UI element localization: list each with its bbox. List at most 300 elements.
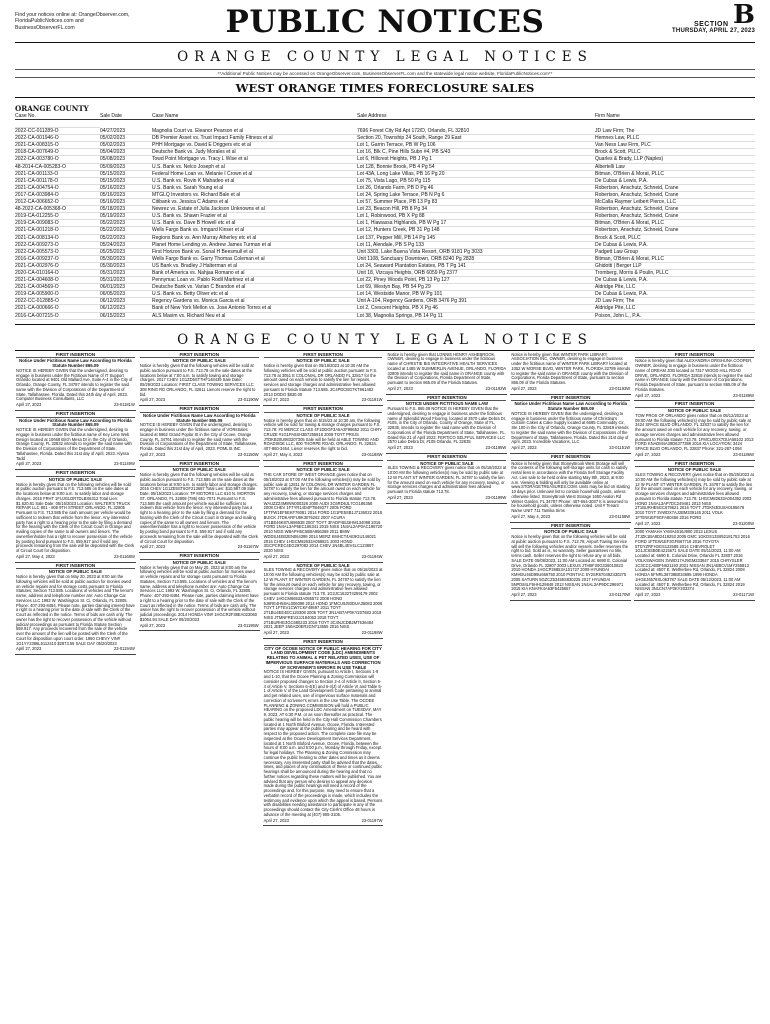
masthead	[15, 0, 755, 43]
case-number: 2021-CA-004608-O	[15, 277, 100, 284]
table-row	[15, 206, 755, 213]
notice-body: Notice is hereby given that on May 20, 2023 at 8:00 am the following vehicles will be sold at public auction for monies owed on vehicle repairs and for storage costs pursuant to Florida Statutes, Section 713.585. Locations of vehicles and The lienor's name, address and telephone number are: Auto Change Car Services LLC 1993 W. Washington St. Ci, Orlando, FL 32805. Phone: 407-293-8484. Please note, parties claiming interest have a right to a hearing prior to the date of sale with the Clerk of the Court as reflected in the notice. Terms of bids are cash only. The owner has the right to recover possession of the vehicle without judicial proceedings as pursuant to Florida Statute Section 559.917. Any proceeds recovered from the sale of the vehicle over the amount of the lien will be posted with the Clerk of the Court for disposition upon court order. 1960 CHEVY VIN# 1G1YY2386L5112410 $2873.58 SALE DAY 05/20/2023	[16, 574, 135, 646]
notice-title: NOTICE OF PUBLIC SALE	[420, 460, 474, 466]
foreclosure-title: WEST ORANGE TIMES FORECLOSURE SALES	[15, 78, 755, 98]
sale-date: 05/02/2023	[100, 142, 152, 149]
notice-code: 23-01149W	[113, 461, 135, 467]
notice-title: Notice Under Fictitious Name Law According to Florida Statute Number 865.09	[19, 417, 132, 428]
legal-notice	[386, 454, 507, 504]
sale-date: 05/08/2023	[100, 156, 152, 163]
notice-code: 23-01150W	[237, 451, 259, 457]
firm-name: Robertson, Anschutz, Schneid, Crane	[595, 184, 755, 191]
notice-footer	[511, 515, 630, 520]
notice-code: 23-01190W	[237, 397, 259, 403]
firm-name: Bitman, O'Brien & Morat, PLLC	[595, 220, 755, 227]
sale-address: Section 20, Township 24 South, Range 29 East	[357, 135, 595, 142]
sale-date: 05/15/2023	[100, 170, 152, 177]
notice-title: NOTICE OF PUBLIC SALE	[296, 412, 350, 418]
case-number: 2019-CA-009083-O	[15, 220, 100, 227]
publication-dates: April 27, 2023	[139, 451, 166, 457]
page-title: PUBLIC NOTICES	[225, 4, 545, 40]
firm-name: JD Law Firm; The	[595, 298, 755, 305]
publication-dates: April 27, 2023	[635, 520, 661, 526]
legal-notice	[510, 352, 631, 395]
case-number: 2022-CA-005573-O	[15, 248, 100, 255]
insertion-header: FIRST INSERTION	[511, 524, 630, 530]
case-name: PHH Mortgage vs. David E Driggers etc et al	[152, 142, 357, 149]
publication-dates: April 27, 2023	[387, 445, 413, 451]
publication-dates: April 27, 2023	[387, 385, 413, 391]
notice-title: NOTICE OF PUBLIC SALE	[172, 559, 226, 565]
notice-code: 23-01199W	[485, 494, 507, 500]
firm-name: De Cubas & Lewis, P.A.	[595, 241, 755, 248]
case-name: Bank of New York Mellon vs. Jose Antonio Torres et al	[152, 305, 357, 312]
legal-notice	[263, 639, 384, 827]
case-name: Bank of America vs. Nahjaa Romano et al	[152, 269, 357, 276]
notice-code: 23-01167W	[237, 544, 259, 550]
table-row	[15, 156, 755, 163]
notice-footer	[16, 555, 135, 560]
publication-dates: April 27, 2023	[511, 445, 537, 451]
insertion-header: FIRST INSERTION	[635, 462, 754, 468]
publication-dates: April 27, 2023	[263, 630, 289, 636]
legal-notice	[15, 563, 136, 656]
sale-address: Lot 16, Blk C, Pine Hills Subn #4, PB S/43	[357, 149, 595, 156]
case-number: 2017-CA-003984-O	[15, 191, 100, 198]
notice-body: Notice is hereby given that ALEXANDRIA DRISHUNA COOPER, OWNER, desiring to engage in business under the fictitious name of DREAM JOB located at 7317 WOOD HILL ROAD DRIVE, ORLANDO, FLORIDA 32818 intends to register the said name in ORANGE county with the Division of Corporations, Florida Department of State, pursuant to section 865.09 of the Florida Statutes.	[635, 358, 753, 392]
notice-footer	[16, 647, 135, 652]
notice-footer	[16, 403, 135, 408]
disclaimer: **Additional Public Notices may be accessed on OrangeObserver.com, BusinessObserverFL.com and the statewide legal notice website, FloridaPublicNotices.com**	[15, 69, 755, 78]
notice-code: 23-01168W	[113, 553, 135, 559]
insertion-header: FIRST INSERTION	[635, 353, 754, 359]
col-header-firm: Firm Name	[595, 113, 755, 120]
table-row	[15, 191, 755, 198]
sale-address: Lot 43A, Long Lake Villas, PB 16 Pg 20	[357, 170, 595, 177]
table-row	[15, 277, 755, 284]
case-name: Citibank vs. Jessica C Adams et al	[152, 199, 357, 206]
sale-date: 05/19/2023	[100, 213, 152, 220]
notice-title: Notice Under Fictitious Name Law According to Florida Statute Number 865.09	[19, 358, 132, 369]
notice-code: 23-01192W	[485, 385, 507, 391]
sale-address: Unit 1108, Sanctuary Downtown, ORB 8240 Pg 2828	[357, 255, 595, 262]
case-number: 2021-CA-001133-O	[15, 170, 100, 177]
sale-date: 05/31/2023	[100, 277, 152, 284]
table-row	[15, 199, 755, 206]
case-number: 2020-CA-010164-O	[15, 269, 100, 276]
table-row	[15, 128, 755, 135]
insertion-header: FIRST INSERTION	[264, 407, 383, 413]
online-line: BusinessObserverFL.com	[15, 24, 75, 31]
case-name: First Horizon Bank vs. Sonal H Beesmull et al	[152, 248, 357, 255]
notice-footer	[635, 522, 754, 527]
notice-body: Pursuant to F.S. 865.09 NOTICE IS HEREBY GIVEN that the undersigned, desiring to engage in business under the fictitious name of Splendid Wood Flooring, located at 2570 Lake Debra Dr, #105, in the City of Orlando, County of Orange, State of FL, 32835, intends to register the said name with the Division of Corporations of the Florida Department of State, Tallahassee, FL. Dated this 21 of April 2023. FERTICO SELFFUL SERVICES LLC 2570 Lake Debra Dr, #105 Orlando, FL 32835	[387, 406, 506, 445]
case-number: 48-2014-CA-005283-O	[15, 163, 100, 170]
sale-address: Lot 38, Magnolia Springs, PB 14 Pg 11	[357, 312, 595, 319]
case-name: Newrez vs. Estate of Julia Jackson Unknowns et al	[152, 206, 357, 213]
insertion-header: FIRST INSERTION	[264, 640, 383, 646]
sale-date: 06/01/2023	[100, 284, 152, 291]
sale-date: 05/18/2023	[100, 206, 152, 213]
sale-date: 05/24/2023	[100, 241, 152, 248]
table-row	[15, 269, 755, 276]
notice-footer	[511, 593, 630, 598]
sale-address: Lot 128, Bonnie Brook, PB 4 Pg 54	[357, 163, 595, 170]
county-heading: ORANGE COUNTY	[15, 104, 89, 113]
table-row	[15, 135, 755, 142]
sale-date: 05/16/2023	[100, 184, 152, 191]
firm-name: Bitman, O'Brien & Morat, PLLC	[595, 255, 755, 262]
notice-footer	[387, 387, 506, 392]
sale-date: 05/30/2023	[100, 262, 152, 269]
col-header-date: Sale Date	[100, 113, 152, 120]
legal-notice	[510, 454, 631, 523]
publication-dates: April 27, 2023	[139, 397, 166, 403]
firm-name: Padgett Law Group	[595, 248, 755, 255]
table-row	[15, 170, 755, 177]
table-row	[15, 305, 755, 312]
foreclosure-table	[15, 113, 755, 320]
notice-columns	[15, 350, 755, 827]
notice-footer	[264, 555, 383, 560]
insertion-header: FIRST INSERTION	[16, 564, 135, 570]
sale-address: Unit A-104, Regency Gardens, ORB 3476 Pg 391	[357, 298, 595, 305]
notice-body: SLES TOWING & RECOVERY gives notice that on 05/18/2023 at 10:00 AM the following vehicles(s) may be sold by public sale at 12 W PLANT ST WINTER GARDEN, FL 34787 to satisfy the lien for the amount owed on each vehicle for any recovery, towing, or storage services charges and administrative fees allowed pursuant to Florida statute 713.78. 1G2JC1632T4259179 2002 CHEV 1HGCM66533A055572 2008 HOND 5J6RE4H58AL006098 2014 HOND 1FMCU9J93DUA35083 2006 TOYT 1FTEV1CW7CKF49597 2011 TOYT 2T1BU4EE4EC120308 2006 TOYT 3N1AB7AP0KY207683 2019 NISS JTMNFREV2JJ184063 2018 TOYT 2T1BURHE3GC680233 2016 TOYT 3C4NJCDB2MT636484 2021 JEEP 1N6AD0ER2GN713655 2016 NISS	[263, 567, 383, 630]
notice-column	[263, 352, 384, 827]
case-number: 2019-CA-012255-O	[15, 213, 100, 220]
insertion-header: FIRST INSERTION	[140, 407, 259, 413]
notice-footer	[511, 387, 630, 392]
firm-name: De Cubas & Lewis, P.A.	[595, 277, 755, 284]
notice-code: 23-01194W	[361, 553, 383, 559]
sale-date: 05/22/2023	[100, 220, 152, 227]
sale-address: Lot 26, Orlando Farm, PB D Pg 46	[357, 184, 595, 191]
case-number: 2021-CA-008134-O	[15, 234, 100, 241]
legal-notice	[634, 401, 755, 460]
notice-column	[510, 352, 631, 827]
notice-footer	[387, 496, 506, 501]
case-number: 48-2022-CA-005368-O	[15, 206, 100, 213]
notice-footer	[635, 394, 754, 399]
spacer-row	[15, 120, 755, 128]
publication-dates: April 27, May 4, 2023	[511, 513, 550, 519]
notice-column	[15, 352, 136, 827]
notice-code: 23-01188W	[361, 451, 383, 457]
case-number: 2022-CC-011289-O	[15, 128, 100, 135]
legal-notice	[139, 461, 260, 554]
firm-name: De Cubas & Lewis, P.A.	[595, 291, 755, 298]
table-row	[15, 284, 755, 291]
firm-name: Quarles & Brady, LLP (Naples)	[595, 156, 755, 163]
firm-name: De Cubas & Lewis, P.A.	[595, 177, 755, 184]
notice-title: NOTICE OF PUBLIC SALE	[48, 476, 103, 482]
online-line: Find your notices online at: OrangeObserver.com,	[15, 12, 130, 18]
publication-dates: April 27, 2023	[387, 494, 413, 500]
legal-notice	[263, 563, 384, 639]
notice-title: Notice Under Fictitious Name Law According to Florida Statute Number 865.09	[142, 412, 256, 423]
notice-code: 23-01193W	[609, 385, 631, 391]
legal-notice	[634, 352, 755, 402]
notice-body: SLES TOWING & RECOVERY gives notice that on 05/18/2023 at 10:00 AM the following vehicles(s) may be sold by public sale at 12 W PLANT ST WINTER GARDEN, FL 34787 to satisfy the lien for the amount owed on each vehicle for any recovery, towing, or storage services charges and administrative fees allowed pursuant to Florida statute 713.78.	[387, 465, 507, 495]
notice-footer	[140, 398, 259, 403]
notice-title: NOTICE OF PUBLIC SALE	[296, 358, 350, 364]
notice-code: 23-01198W	[361, 630, 383, 636]
table-row	[15, 149, 755, 156]
table-row	[15, 184, 755, 191]
sale-address: 7696 Forest City Rd Apt 172/D, Orlando, FL 32810	[357, 128, 595, 135]
insertion-header: FIRST INSERTION	[511, 455, 630, 461]
case-number: 2022-CA-001946-O	[15, 135, 100, 142]
firm-name: McCalla Raymer Leibert Pierce, LLC	[595, 199, 755, 206]
table-row	[15, 177, 755, 184]
publication-dates: April 27, 2023	[263, 817, 289, 823]
notice-footer	[264, 453, 383, 458]
notice-body: Notice is hereby given that on 05/18/2023 at 10:30 AM the following vehicles will be sold at public auction pursuant to F.S. 713.78 at 3051 E COLONIAL DR ORLANDO FL 32817 for the amount owed on each vehicle to satisfy the lien for repairs, services and storage charges and administrative fees allowed pursuant to Florida Statute 713.585. 3C4PDCBG7KT861482 2013 DODG $830.00	[263, 363, 378, 397]
case-name: Magnolia Court vs. Eleanor Pearson et al	[152, 128, 357, 135]
case-number: 2022-CC-012885-O	[15, 298, 100, 305]
sale-address: Lot 11, Alendale, PB S Pg 133	[357, 241, 595, 248]
sale-date: 05/04/2023	[100, 149, 152, 156]
case-number: 2012-CA-006652-O	[15, 199, 100, 206]
sale-address: Lot 24, Seaward Plantation Estates, PB T Pg 141	[357, 262, 595, 269]
insertion-header: FIRST INSERTION	[140, 353, 259, 359]
table-row	[15, 262, 755, 269]
notice-footer	[511, 446, 630, 451]
sale-date: 05/25/2023	[100, 248, 152, 255]
legal-notice	[139, 406, 260, 461]
sale-date: 05/22/2023	[100, 234, 152, 241]
insertion-header: FIRST INSERTION	[16, 471, 135, 477]
case-number: 2016-CA-007215-O	[15, 312, 100, 319]
sale-address: Lot 1, Hiawassa Highlands, PB W Pg 17	[357, 220, 595, 227]
sale-address: Lot 69, Westyn Bay, PB 54 Pg 29	[357, 284, 595, 291]
legal-notice	[15, 411, 136, 470]
case-name: Pennymac Loan vs. Pablo Rodil Martinez et al	[152, 277, 357, 284]
notice-body: Notice is hereby given that on the following vehicles will be sold at public auction pursuant to F.S. 713.78, Airport Towing Service will sell the following vehicles and/or vessels. Seller reserves the right to bid. Sold as is, no warranty. Seller guarantees no title, terms cash. Seller reserves the right to refuse any or all bids. SALE DATE 05/08/2023, 11:00 AM Located at: 6690 E. Colonial Drive, Orlando FL 32807 2003 LEXUS JTHBF30G336010823 2010 HONDA 1HGCP26853A101727 2009 HYUNDAI KMHDU46D99U666750 2010 PONTIAC 5Y2SR67049Z430275 2005 SATURN 5GZCZ53455S830225 2017 HYUNDAI 5NPD84LF5HH129848 2013 NISSAN 1N4AL3AP9DC296971 2015 KIA KNAFK4A63F5425657	[511, 534, 629, 592]
sale-address: Lot 24, Spring Lake Terrace, PB N Pg 6	[357, 191, 595, 198]
case-number: 2021-CA-001218-O	[15, 227, 100, 234]
col-header-case: Case No.	[15, 113, 100, 120]
sale-address: Lot 75, Vista Lago, PB 50 Pg 115	[357, 177, 595, 184]
sale-date: 05/09/2023	[100, 163, 152, 170]
publication-dates: April 27, 2023	[16, 461, 42, 467]
firm-name: Hemnes Law, PLLC	[595, 135, 755, 142]
notice-code: 23-01191W	[361, 397, 383, 403]
notice-body: Notice is hereby given that the following vehicles will be sold at public auction pursuant to F.S. 713.78 on the sale dates at the locations below at 7:00 a.m. to satisfy towing and storage charges. 2017 CHEV 1G1ZD5ST7HF148439 Sale Date: 05/29/2023 Location: FIRST CLASS TOWING SERVICES LLC 308 RING RD ORLANDO, FL 32811 Lienors reserve the right to bid.	[139, 363, 256, 397]
table-row	[15, 234, 755, 241]
legal-notice	[263, 406, 384, 461]
notice-title: NOTICE OF PUBLIC SALE	[667, 408, 722, 414]
notice-body: SLES TOWING & RECOVERY gives notice that on 05/25/2023 at 10:00 AM the following vehicles(s) may be sold by public sale at 12 W PLANT ST WINTER GARDEN, FL 34787 to satisfy the lien for the amount owed on each vehicle for any recovery, towing, or storage services charges and administrative fees allowed pursuant to Florida statute 713.78. 1HGCM82633A004352 2003 HOND 1N4AL3AP7DC249461 2013 NISS 2T1BURHE5GC679621 2016 TOYT JTDKN3DU8A0195678 2010 TOYT 3VWDX7AJ2BM339145 2011 VOLK 1FTEW1EF9GFA80456 2016 FORD	[635, 472, 754, 520]
notice-code: 23-01158W	[609, 513, 631, 519]
sale-date: 05/16/2023	[100, 199, 152, 206]
publication-dates: April 27, 2023	[139, 622, 166, 628]
col-header-address: Sale Address	[357, 113, 595, 120]
legal-notice	[634, 529, 755, 601]
legal-notice	[263, 352, 384, 407]
notice-footer	[264, 819, 383, 824]
firm-name: Ghidotti | Berger LLP	[595, 262, 755, 269]
notice-column	[139, 352, 260, 827]
notice-footer	[16, 462, 135, 467]
sale-date: 05/15/2023	[100, 177, 152, 184]
table-row	[15, 163, 755, 170]
sale-date: 06/12/2023	[100, 305, 152, 312]
sale-date: 05/16/2023	[100, 191, 152, 198]
firm-name: Robertson, Anschutz, Schneid, Crane	[595, 227, 755, 234]
notice-code: 23-01171W	[733, 592, 754, 598]
table-row	[15, 220, 755, 227]
section-letter: B	[733, 0, 755, 30]
legal-notice	[263, 461, 384, 563]
notice-footer	[635, 593, 754, 598]
firm-name: Tromberg, Morris & Poulin, PLLC	[595, 269, 755, 276]
table-row	[15, 213, 755, 220]
notice-title: NOTICE OF PUBLIC SALE	[667, 467, 722, 473]
case-number: 2021-CA-000666-O	[15, 305, 100, 312]
case-name: Planet Home Lending vs. Andrew James Turman et al	[152, 241, 357, 248]
notice-body: Notice is hereby given that the following vehicles will be sold at public auction pursuant to F.S. 713.585 on the sale dates at the locations below at 9:00 a.m. to satisfy labor and storage charges. 2016 CHEV 1G1ZE5ST6GF213687 Total Lien: $10,987.09 Sale Date: 05/15/2023 Location: TP MOTORS LLC 610 N. MORTON ST. ORLANDO, FL 32808 (786) 651-7071 Pursuant to F.S. 713.585 the cash amount per vehicle would be sufficient to redeem that vehicle from the lienor. Any interested party has a right to a hearing prior to the sale by filing a demand for the hearing with the Clerk of the Circuit Court in Orange and mailing copies of the same to all owners and lienors. The owner/lienholder has a right to recover possession of the vehicle by posting bond pursuant to F.S. 559.917 and if sold any proceeds remaining from the sale will be deposited with the Clerk of Circuit Court for disposition.	[139, 472, 258, 544]
legal-notices-banner-2: ORANGE COUNTY LEGAL NOTICES	[15, 324, 755, 350]
case-name: Wells Fargo Bank vs. Irmgard Kinser et al	[152, 227, 357, 234]
table-row	[15, 227, 755, 234]
insertion-header: FIRST INSERTION	[387, 396, 506, 402]
notice-title: NOTICE OF PUBLIC SALE	[172, 467, 226, 473]
legal-notice	[634, 461, 755, 530]
insertion-header: FIRST INSERTION	[16, 353, 135, 359]
notice-title: Notice Under Fictitious Name Law According to Florida Statute Number 865.09	[514, 401, 627, 412]
case-name: Regions Bank vs. Ann Murray Atherley etc et al	[152, 234, 357, 241]
notice-code: 23-01195W	[485, 445, 507, 451]
table-row	[15, 142, 755, 149]
case-name: U.S. Bank vs. Shawn Frazier et al	[152, 213, 357, 220]
case-name: Federal Home Loan vs. Melanie I Crown et al	[152, 170, 357, 177]
newspaper-page	[15, 0, 755, 1010]
notice-footer	[635, 453, 754, 458]
case-number: 2021-CA-002976-O	[15, 262, 100, 269]
case-name: MTGLQ Investors vs. Richard Bale et al	[152, 191, 357, 198]
publication-dates: April 27, 2023	[263, 397, 289, 403]
insertion-header: FIRST INSERTION	[140, 462, 259, 468]
notice-body: 2000 YAMAHA YAMA4016J900 2013 LEXUS JTJZK1BA8D2419253 2005 GMC 1GKDS13S852181753 2016 FORD 1FTEW1EF3GFB67718 2016 TOYOTA 5TDYZRFH3GS122588 2014 CHEVROLET 1G1JC6SB0E4215671 SALE DATE 05/11/2023, 11:00 AM Located at: 6690 E. Colonial Drive, Orlando FL 32807 2016 VOLKSWAGEN 3VWD17AJ9GM233847 2015 CHRYSLER 1C3CCCAB0FN621193 2021 NISSAN 3N1AB8CV1MY255813 Located at: 4507 E. Wetherbee Rd, Orlando, FL 32824 2008 HONDA 5FNRL38738B034695 1999 HONDA 1HGEJ6578XL063787 SALE DATE 05/12/2023, 11:00 AM Located at: 4507 E. Wetherbee Rd, Orlando, FL 32824 2019 NISSAN 3N1CN7AP3KY203374	[635, 529, 750, 592]
case-number: 2021-CA-004569-O	[15, 284, 100, 291]
notice-code: 23-01197W	[361, 817, 383, 823]
case-number: 2018-CA-007649-O	[15, 149, 100, 156]
publication-dates: April 27, 2023	[139, 544, 166, 550]
publication-dates: April 27, 2023	[635, 451, 661, 457]
sale-address: Unit 18, Vizcaya Heights, ORB 6059 Pg 2377	[357, 269, 595, 276]
firm-name: Aldridge Pite, LLC	[595, 305, 755, 312]
case-number: 2019-CA-005900-O	[15, 291, 100, 298]
insertion-header: FIRST INSERTION	[387, 455, 506, 461]
firm-name: Poison, John L., P.A.	[595, 312, 755, 319]
sale-address: Lot 1, Garrin Terrace, PB W Pg 106	[357, 142, 595, 149]
sale-date: 06/12/2023	[100, 298, 152, 305]
notice-body: NOTICE IS HEREBY GIVEN that the undersigned, desiring to engage in business under the fictitious name of VORsSales located at 5962 Grand Poplar St in the City of Ocoee, Orange County, FL 34761 intends to register the said name with the Division of Corporations of the Department of State, Tallahassee, Florida. Dated this 21st day of April, 2023. POMLIS INC	[139, 422, 258, 452]
notice-body: Notice is hereby given that on 5/15/23 at 10:30 am, the following vehicle will be sold for towing & storage charges pursuant to F.S. 713.78: #2 MERCZ CLASS 4F1DDGF3A5A2F98652 2011 CHRY CRUZE #1G1PA5SH3B7255818 2008 TOYT PRIUS JTDKB20U983207305 Sale will be held at ABLE TOWING AND ROADSIDE LLC, 800 THORPE ROAD, ORLANDO, FL 32824. 407-860-3464. Lienor reserves the right to bid.	[263, 417, 382, 452]
notice-title: CITY OF OCOEE NOTICE OF PUBLIC HEARING FOR CITY LAND DEVELOPMENT CODE (LDC) AMENDMENTS RELATING TO ANIMAL & PET RELATED USES, USE OF IMPERVIOUS SURFACE MATERIALS AND CORRECTION OF SCRIVENER'S ERRORS IN USE TABLE	[264, 645, 382, 670]
notice-body: NOTICE IS HEREBY GIVEN that the undersigned, desiring to engage in business under the Fictitious Name of IT Support Orlando located at 9401 Old Mallard Ave, Suite A-4 in the City of Orlando, Orange County, FL 34787 intends to register the said name with the Division of Corporations of the Department of State, Tallahassee, Florida. Dated this 24th day of April, 2023. Computer Business Consultants, LLC	[16, 367, 133, 402]
notice-code: 23-01170W	[609, 592, 631, 598]
notice-body: TOW PROS OF ORLANDO gives notice that on 05/12/2023 at 09:00 AM the following vehicles(s) may be sold by public sale at 3424 SPACE BLVD ORLANDO, FL 32837 to satisfy the lien for the amount owed on each vehicle for any recovery, towing, or storage services charges and administrative fees allowed pursuant to Florida statute 713.78. 1FMCU0GX7DUA58102 2013 FORD KNADM4A39D6377389 2016 KIA LOCATION: 3424 SPACE BLVD ORLANDO, FL 32837 Phone: 321-287-1094	[635, 412, 754, 452]
sale-date: 06/05/2023	[100, 291, 152, 298]
notice-code: 23-01194W	[113, 646, 135, 652]
notice-body: Notice is hereby given that WINTER PARK LIBRARY ASSOCIATION INC, OWNER, desiring to engage in business under the fictitious name of WINTER PARK LIBRARY located at 1052 W MORSE BLVD, WINTER PARK, FLORIDA 32789 intends to register the said name in ORANGE county with the Division of Corporations, Florida Department of State, pursuant to section 865.09 of the Florida Statutes.	[511, 351, 631, 386]
issue-date: THURSDAY, APRIL 27, 2023	[672, 28, 755, 34]
table-row	[15, 298, 755, 305]
firm-name: Aldridge Pite, LLC	[595, 284, 755, 291]
case-name: U.S. Bank vs. Nelco Joseph et al	[152, 163, 357, 170]
notice-footer	[264, 398, 383, 403]
notice-body: NOTICE IS HEREBY GIVEN, pursuant to Article I, Sections 1-9 and 1-10, that the Ocoee Planning & Zoning Commission will consider proposed changes to Section 2-4 of Article II, Section 5-4 of Article V, Sections 6-4(E) and 6-4(J) of Article VI and Table 5-1 of Article V of the Land Development Code pertaining to animal and pet related uses, use of impervious surface materials and correction of scrivener's errors in the Use Table. The OCOEE PLANNING & ZONING COMMISSION will hold a PUBLIC HEARING on the proposed LDC Amendment on TUESDAY, MAY 9, 2023, AT 6:30 P.M. or as soon thereafter as practical. The public hearing will be held in the City Hall Commission Chambers located at 1 North Bluford Avenue, Ocoee, Florida. Interested parties may appear at the public hearing and be heard with respect to the proposed action. The complete case file may be inspected at the Ocoee Development Services Department, located at 1 North Bluford Avenue, Ocoee, Florida, between the hours of 8:00 a.m. and 5:00 p.m., Monday through Friday, except for legal holidays. The Planning & Zoning Commission may continue the public hearing to other dates and times as it deems necessary. Any interested party shall be advised that the dates, times, and places of any continuation of these or continued public hearings shall be announced during the hearing and that no further notices regarding these matters will be published. You are advised that any person who desires to appeal any decision made during the public hearings will need a record of the proceedings and, for this purpose, may need to ensure that a verbatim record of the proceedings is made, which includes the testimony and evidence upon which the appeal is based. Persons with disabilities needing assistance to participate in any of the proceedings should contact the City Clerk's Office 48 hours in advance of the meeting at (407) 905-3105.	[263, 669, 383, 817]
firm-name: Brock & Scott, PLLC	[595, 234, 755, 241]
notice-body: Notice is hereby given that StoneyBrook West Storage will sell the contents of the following self-storage units for cash to satisfy rental liens in accordance with the Florida Self Storage Facility Act. Lien sale to be held online starting May 8th, 2023, at 9:00 a.m. Viewing & bidding will only be available online at www.STORAGETREASURES.COM. Units may be bid on starting 10 days prior. Unknown list to contain household goods, unless otherwise listed. StoneyBrook West Storage 1650 Avalon Rd Winter Garden, FL 34787 Phone: 407-654-3037 It is assumed to be household goods, unless otherwise noted. Unit # Tenant Name UNIT 711 Tamika Sims	[511, 460, 630, 514]
case-name: ALS Maxim vs. Richard Neu et al	[152, 312, 357, 319]
publication-dates: April 27, May 4, 2023	[16, 553, 55, 559]
legal-notice	[139, 352, 260, 407]
publication-dates: April 27, 2023	[16, 646, 42, 652]
sale-address: Unit 3303, Lake Buena Vista Resort, ORB 9181 Pg 3033	[357, 248, 595, 255]
sale-address: Lot 14, Westside Manor, PB W Pg 101	[357, 291, 595, 298]
section-label: SECTION	[693, 21, 729, 28]
notice-footer	[140, 453, 259, 458]
sale-address: Lot 6, Hillcrest Heights, PB J Pg 1	[357, 156, 595, 163]
firm-name: Brock & Scott, PLLC	[595, 149, 755, 156]
firm-name: Van Ness Law Firm, PLC	[595, 142, 755, 149]
sale-address: Lot 1, Robinwood, PB X Pg 88	[357, 213, 595, 220]
firm-name: Albertelli Law	[595, 163, 755, 170]
notice-code: 23-01189W	[733, 392, 754, 398]
sale-address: Lot 22, Piney Woods Point, PB 13 Pg 127	[357, 277, 595, 284]
notice-body: NOTICE IS HEREBY GIVEN that the undersigned, desiring to engage in business under the fictitious name of Key Lime Web Design located at 10668 Birch Mesa Dr in the City of Orlando, Orange County, FL 32832 intends to register the said name with the Division of Corporations of the Department of State, Tallahassee, Florida. Dated this 21st day of April, 2023. Alyssa Tadd	[16, 427, 132, 461]
notice-column	[634, 352, 755, 827]
table-row	[15, 248, 755, 255]
notice-body: NOTICE IS HEREBY GIVEN that the undersigned, desiring to engage in business under the fictitious name of Christina's Custom Cakes & Cake Supply located at 6685 Commodity Cir, Ste 100 in the City of Orlando, Orange County, FL 32819 intends to register the said name with the Division of Corporations of the Department of State, Tallahassee, Florida. Dated this 21st day of April, 2023. Incredible Vacations, LLC	[511, 410, 629, 445]
case-number: 2022-CA-009273-O	[15, 241, 100, 248]
table-header-row	[15, 113, 755, 120]
legal-notice	[510, 523, 631, 601]
online-line: FloridaPublicNotices.com and	[15, 18, 84, 25]
table-row	[15, 291, 755, 298]
legal-notice	[386, 395, 507, 454]
notice-code: 23-01195W	[237, 622, 259, 628]
notice-title: NOTICE OF PUBLIC SALE	[544, 529, 598, 535]
case-number: 2021-CA-004754-O	[15, 184, 100, 191]
col-header-name: Case Name	[152, 113, 357, 120]
publication-dates: April 27, May 4, 2023	[263, 451, 303, 457]
publication-dates: April 27, 2023	[635, 392, 661, 398]
sale-address: Lot 137, Pepper Mill, PB 14 Pg 145	[357, 234, 595, 241]
notice-title: NOTICE OF PUBLIC SALE	[48, 569, 103, 575]
sale-date: 05/02/2023	[100, 135, 152, 142]
publication-dates: April 27, 2023	[263, 553, 289, 559]
sale-address: Lot 23, Beacon Hill, PB 8 Pg 34	[357, 206, 595, 213]
legal-notice	[510, 395, 631, 454]
legal-notices-banner: ORANGE COUNTY LEGAL NOTICES	[177, 49, 593, 65]
case-name: DB Premier Asset vs. Trust Impact Family Fitness et al	[152, 135, 357, 142]
case-name: US Bank vs. Bradley J Halterman et al	[152, 262, 357, 269]
case-name: U.S. Bank vs. Betty Oliver etc et al	[152, 291, 357, 298]
sale-date: 06/15/2023	[100, 312, 152, 319]
case-name: Regency Gardens vs. Monica Garcia et al	[152, 298, 357, 305]
table-row	[15, 312, 755, 319]
notice-footer	[264, 631, 383, 636]
firm-name: Robertson, Anschutz, Schneid, Crane	[595, 206, 755, 213]
firm-name: Robertson, Anschutz, Schneid, Crane	[595, 191, 755, 198]
notice-title: NOTICE UNDER FICTITIOUS NAME LAW	[405, 401, 489, 407]
case-name: Deutsche Bank vs. Judy Morales et al	[152, 149, 357, 156]
notice-body: Notice is hereby given that on May 20, 2023 at 8:00 am the following vehicles will be sold at public auction for monies owed on vehicle repairs and for storage costs pursuant to Florida Statutes, Section 713.585. Locations of vehicles and The lienor's name, address and telephone number are: Auto Change Car Services LLC 1993 W. Washington St. Ci, Orlando, FL 32805. Phone: 407-293-8484. Please note, parties claiming interest have a right to a hearing prior to the date of sale with the Clerk of the Court as reflected in the notice. Terms of bids are cash only. The owner has the right to recover possession of the vehicle without judicial proceedings. 2014 HONDA VIN# 1HGCR2F38EA023060 $1064.94 SALE DAY 05/20/2023	[139, 564, 259, 622]
